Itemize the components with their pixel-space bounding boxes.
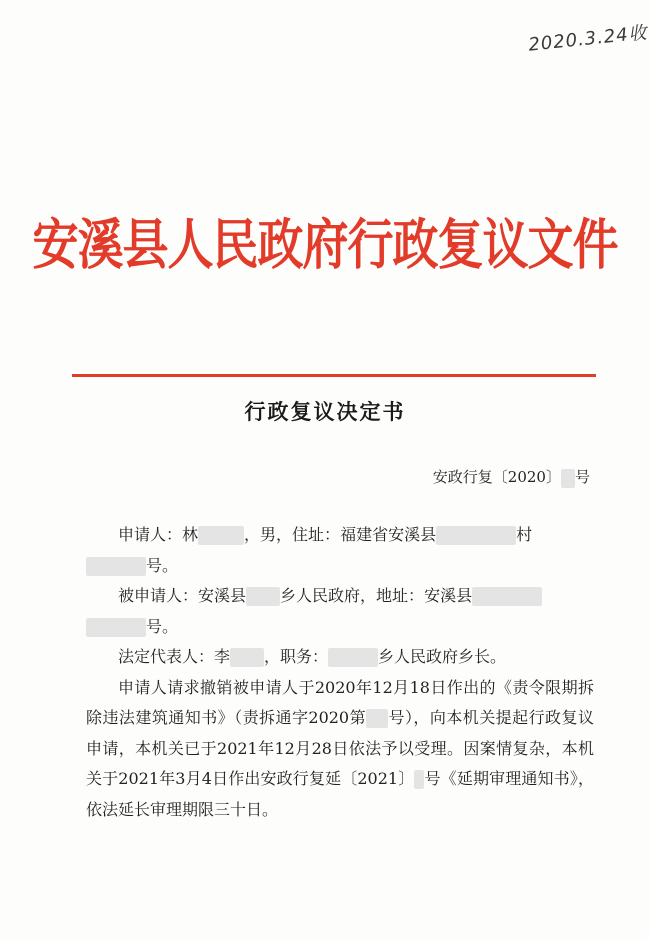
redacted-block	[230, 648, 264, 667]
applicant-gender: ，男，	[244, 525, 293, 544]
applicant-address-end: 号。	[146, 555, 179, 575]
redacted-block	[366, 709, 388, 728]
applicant-name: 林	[182, 525, 199, 544]
document-body	[86, 520, 594, 825]
representative-position-label: ，职务：	[264, 647, 329, 666]
respondent-line	[86, 581, 594, 612]
document-title: 行政复议决定书	[244, 399, 406, 424]
respondent-name-end: 乡人民政府，	[280, 586, 377, 605]
respondent-address-end: 号。	[146, 616, 179, 636]
representative-line	[86, 642, 594, 673]
applicant-address: 福建省安溪县	[340, 525, 437, 544]
respondent-address-label: 地址：	[376, 586, 425, 605]
respondent-label: 被申请人：	[118, 586, 199, 605]
document-number-suffix: 号	[574, 468, 590, 486]
handwritten-date-annotation: 2020.3.24收	[527, 22, 649, 56]
redacted-block	[198, 526, 244, 545]
request-paragraph	[86, 673, 594, 826]
redacted-block	[246, 587, 280, 606]
redacted-block	[86, 618, 146, 637]
representative-label: 法定代表人：	[118, 647, 215, 666]
redacted-block	[436, 526, 516, 545]
representative-position: 乡人民政府乡长。	[378, 647, 507, 666]
respondent-address: 安溪县	[424, 586, 473, 605]
redacted-block	[561, 469, 575, 488]
header-title: 安溪县人民政府行政复议文件	[32, 212, 618, 277]
redacted-block	[414, 770, 424, 789]
document-number	[433, 466, 590, 488]
applicant-address-label: 住址：	[292, 525, 341, 544]
request-text-1: 申请人请求撤销被申请人于2020年12月18日作出的《责令限期拆除违法建筑通知书》（责拆通字2020第	[86, 677, 594, 727]
request-text-2: 号），向本机关提起行政复议申请，本机关已于2021年12月28日依法予以受理。因案情复杂，本机关于2021年3月4日作出安政行复延〔2021〕	[86, 708, 594, 788]
redacted-block	[328, 648, 378, 667]
redacted-block	[86, 557, 146, 576]
document-number-prefix: 安政行复〔2020〕	[432, 468, 561, 486]
redacted-block	[472, 587, 542, 606]
applicant-line	[86, 520, 594, 551]
respondent-name: 安溪县	[198, 586, 247, 605]
header-divider	[72, 374, 596, 377]
respondent-line-2	[86, 612, 594, 643]
applicant-label: 申请人：	[118, 525, 183, 544]
applicant-line-2	[86, 551, 594, 582]
representative-name: 李	[214, 647, 231, 666]
request-text-3: 号《延期审理通知书》，依法延长审理期限三十日。	[86, 769, 594, 819]
applicant-address-village: 村	[516, 525, 533, 544]
